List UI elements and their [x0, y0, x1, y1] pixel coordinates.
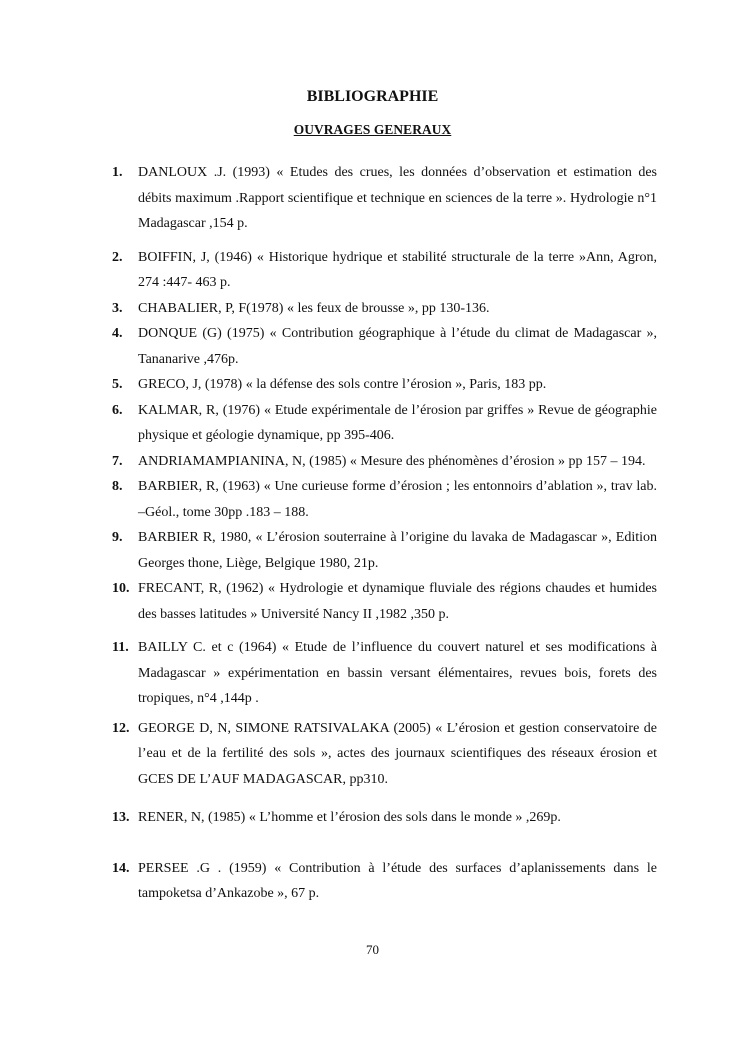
reference-list [112, 160, 657, 907]
reference-text: BARBIER R, 1980, « L’érosion souterraine à l’origine du lavaka de Madagascar », Edition Georges thone, Liège, Belgique 1980, 21p. [138, 530, 657, 571]
reference-number: 9. [112, 530, 123, 545]
reference-number: 2. [112, 249, 123, 265]
reference-item [112, 296, 657, 322]
reference-item [112, 321, 657, 372]
reference-item [112, 398, 657, 449]
reference-text: ANDRIAMAMPIANINA, N, (1985) « Mesure des phénomènes d’érosion » pp 157 – 194. [138, 453, 646, 469]
reference-text: CHABALIER, P, F(1978) « les feux de brousse », pp 130-136. [138, 300, 490, 316]
reference-item [112, 160, 657, 237]
reference-item [112, 576, 657, 627]
reference-number: 3. [112, 300, 123, 316]
reference-number: 1. [112, 165, 123, 180]
reference-number: 14. [112, 860, 130, 876]
reference-number: 13. [112, 810, 130, 825]
reference-number: 8. [112, 479, 123, 494]
reference-number: 7. [112, 453, 123, 469]
reference-text: GEORGE D, N, SIMONE RATSIVALAKA (2005) « L’érosion et gestion conservatoire de l’eau et de la fertilité des sols », actes des journaux scientifiques des réseaux érosion et GCES DE L’AUF MADAGASCAR, pp310. [138, 720, 657, 787]
reference-number: 4. [112, 326, 123, 341]
reference-number: 5. [112, 377, 123, 392]
section-subtitle: OUVRAGES GENERAUX [293, 122, 452, 137]
reference-text: DONQUE (G) (1975) « Contribution géographique à l’étude du climat de Madagascar », Tananarive ,476p. [138, 326, 657, 367]
reference-text: BARBIER, R, (1963) « Une curieuse forme d’érosion ; les entonnoirs d’ablation », trav lab. –Géol., tome 30pp .183 – 188. [138, 479, 657, 520]
reference-number: 11. [112, 640, 129, 655]
reference-text: BAILLY C. et c (1964) « Etude de l’influence du couvert naturel et ses modifications à Madagascar » expérimentation en bassin versant élémentaires, revues bois, forets des tropiques, n°4 ,144p . [138, 640, 657, 706]
reference-text: RENER, N, (1985) « L’homme et l’érosion des sols dans le monde » ,269p. [138, 810, 561, 825]
reference-item [112, 856, 657, 907]
reference-item [112, 716, 657, 793]
page-title [0, 88, 745, 106]
reference-number: 12. [112, 720, 130, 736]
reference-text: PERSEE .G . (1959) « Contribution à l’étude des surfaces d’aplanissements dans le tampoketsa d’Ankazobe », 67 p. [138, 860, 657, 901]
reference-item [112, 372, 657, 398]
reference-item [112, 805, 657, 831]
reference-item [112, 474, 657, 525]
reference-item [112, 635, 657, 712]
reference-text: KALMAR, R, (1976) « Etude expérimentale de l’érosion par griffes » Revue de géographie physique et géologie dynamique, pp 395-406. [138, 402, 657, 443]
reference-number: 10. [112, 581, 130, 596]
title-text: BIBLIOGRAPHIE [306, 88, 439, 105]
reference-text: FRECANT, R, (1962) « Hydrologie et dynamique fluviale des régions chaudes et humides des basses latitudes » Université Nancy II ,1982 ,350 p. [138, 581, 657, 622]
reference-item [112, 525, 657, 576]
reference-item [112, 245, 657, 296]
page-number: 70 [366, 942, 379, 957]
reference-item [112, 449, 657, 475]
reference-text: DANLOUX .J. (1993) « Etudes des crues, les données d’observation et estimation des débits maximum .Rapport scientifique et technique en sciences de la terre ». Hydrologie n°1 Madagascar ,154 p. [138, 165, 657, 231]
reference-number: 6. [112, 402, 123, 418]
reference-text: GRECO, J, (1978) « la défense des sols contre l’érosion », Paris, 183 pp. [138, 377, 547, 392]
reference-text: BOIFFIN, J, (1946) « Historique hydrique et stabilité structurale de la terre »Ann, Agron, 274 :447- 463 p. [138, 249, 657, 290]
